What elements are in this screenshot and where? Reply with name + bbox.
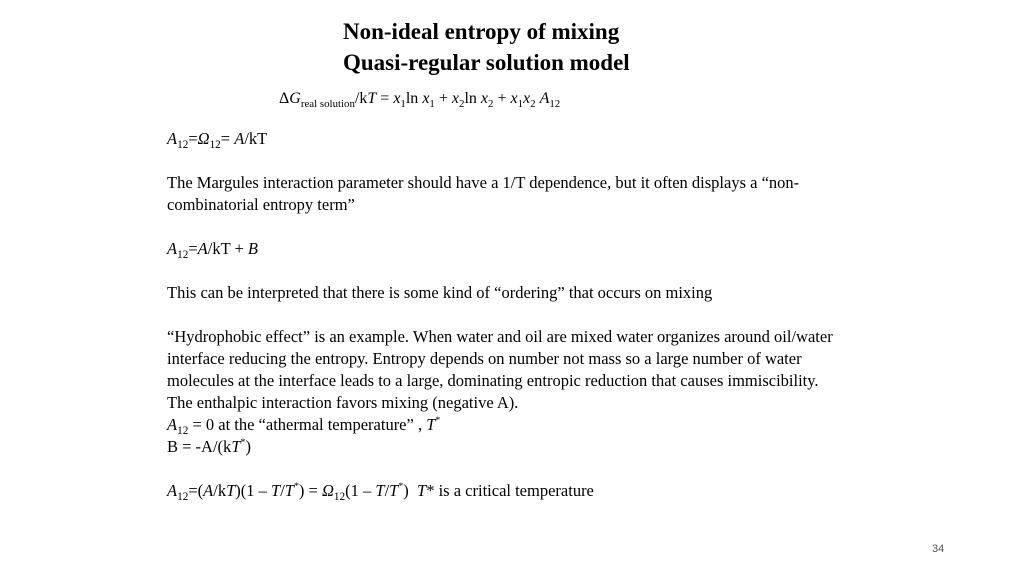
slide-body (167, 128, 847, 502)
b-definition: B = -A/(kT*) (167, 437, 251, 456)
title-line-1: Non-ideal entropy of mixing (343, 19, 620, 44)
margules-paragraph: The Margules interaction parameter should have a 1/T dependence, but it often displays a “non-combinatorial entropy term” (167, 173, 800, 214)
page-number: 34 (932, 543, 945, 555)
a12-definition: $A_{12}=\Omega_{12}= A/kT$ (167, 129, 268, 151)
hydrophobic-paragraph: “Hydrophobic effect” is an example. When water and oil are mixed water organizes around oil/water interface reducing the entropy. Entropy depends on number not mass so a large number of water molecules at the interface leads to a large, dominating entropic reduction that causes immiscibility. The enthalpic interaction favors mixing (negative A). (167, 327, 833, 412)
ordering-text: This can be interpreted that there is some kind of “ordering” that occurs on mixing (167, 283, 713, 302)
title-line-2: Quasi-regular solution model (343, 50, 630, 75)
athermal-line: $A_{12} = 0$ at the “athermal temperature” , T* (167, 415, 441, 437)
slide-title (343, 16, 630, 78)
main-equation: $\Delta G_{real solution}/kT = x_1\ln$ $x_1 + x_2\ln$ $x_2 + x_1x_2$ $A_{12}$ (279, 90, 561, 110)
a12-with-b: $A_{12}=A/kT + B$ (167, 239, 258, 261)
final-equation: $A_{12}=(A/kT)(1 - T/T^*) = \Omega_{12}(1 - T/T^*)$ T* is a critical temperature (167, 481, 594, 503)
